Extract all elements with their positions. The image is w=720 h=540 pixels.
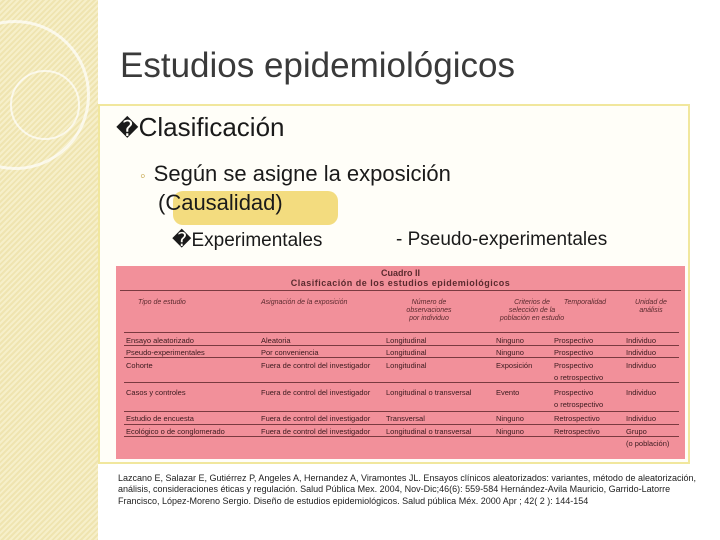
table-cell: Longitudinal <box>386 336 427 345</box>
table-cell: Cohorte <box>126 361 153 370</box>
table-rule <box>124 332 679 333</box>
table-cell: Retrospectivo <box>554 414 600 423</box>
table-cell: Ensayo aleatorizado <box>126 336 194 345</box>
bullet-text-line2: (Causalidad) <box>158 190 283 215</box>
table-rule <box>124 382 679 383</box>
table-cell: Individuo <box>626 414 657 423</box>
table-cell: Individuo <box>626 388 657 397</box>
table-header: Asignación de la exposición <box>261 299 348 306</box>
table-cell: Fuera de control del investigador <box>261 361 371 370</box>
table-cell: Fuera de control del investigador <box>261 388 371 397</box>
bullet-experimentales <box>172 229 322 252</box>
table-cell: o retrospectivo <box>554 400 604 409</box>
table-cell: Grupo <box>626 427 647 436</box>
table-cell: Retrospectivo <box>554 427 600 436</box>
table-cell: Por conveniencia <box>261 348 319 357</box>
bullet-dot: ◦ <box>140 168 146 185</box>
table-rule <box>124 436 679 437</box>
bullet-glyph: � <box>116 116 139 141</box>
decorative-circle <box>10 70 80 140</box>
bullet-text: Experimentales <box>191 230 323 251</box>
table-rule <box>124 424 679 425</box>
bullet-glyph: � <box>172 230 192 251</box>
table-cell: Exposición <box>496 361 533 370</box>
table-cell: Prospectivo <box>554 361 594 370</box>
table-title: Clasificación de los estudios epidemiológicos <box>116 278 685 288</box>
table-cell: Ninguno <box>496 414 524 423</box>
table-cell: Longitudinal <box>386 348 427 357</box>
table-cell: Prospectivo <box>554 336 594 345</box>
table-rule <box>124 411 679 412</box>
decorative-band <box>0 0 98 540</box>
table-cell: Longitudinal o transversal <box>386 388 472 397</box>
bullet-clasificacion <box>116 112 285 143</box>
table-cell: Prospectivo <box>554 388 594 397</box>
table-cell: Longitudinal o transversal <box>386 427 472 436</box>
table-cell: Fuera de control del investigador <box>261 427 371 436</box>
table-header: Criterios de selección de la población en estudio <box>499 299 565 322</box>
classification-table <box>116 266 685 459</box>
table-cell: Longitudinal <box>386 361 427 370</box>
table-cell: Evento <box>496 388 520 397</box>
table-cell: o retrospectivo <box>554 373 604 382</box>
table-cell: Aleatoria <box>261 336 291 345</box>
table-cell: Fuera de control del investigador <box>261 414 371 423</box>
table-cell: Ninguno <box>496 336 524 345</box>
table-cell: Ecológico o de conglomerado <box>126 427 225 436</box>
pseudo-experimentales-label: - Pseudo-experimentales <box>396 229 608 250</box>
table-cell: Individuo <box>626 361 657 370</box>
table-header: Tipo de estudio <box>138 299 186 306</box>
table-cell: Prospectivo <box>554 348 594 357</box>
table-rule <box>124 357 679 358</box>
table-cell: Casos y controles <box>126 388 186 397</box>
table-cell: Transversal <box>386 414 425 423</box>
slide-title: Estudios epidemiológicos <box>120 46 515 85</box>
table-cell: Individuo <box>626 336 657 345</box>
table-cell: Ninguno <box>496 348 524 357</box>
table-cell: Individuo <box>626 348 657 357</box>
table-cell: (o población) <box>626 439 670 448</box>
table-rule <box>124 345 679 346</box>
table-cell: Pseudo-experimentales <box>126 348 205 357</box>
bullet-asignacion <box>140 158 451 193</box>
table-cuadro-label: Cuadro II <box>380 268 420 278</box>
table-header: Temporalidad <box>563 299 607 306</box>
table-header: Unidad de análisis <box>635 299 667 314</box>
references: Lazcano E, Salazar E, Gutiérrez P, Angeles A, Hernandez A, Viramontes JL. Ensayos clínicos aleatorizados: variantes, método de aleatorización, análisis, consideraciones éticas y regulación. Salud Pública Mex. 2004, Nov-Dic;46(6): 559-584 Hernández-Avila Mauricio, Garrido-Latorre Francisco, López-Moreno Sergio. Diseño de estudios epidemiológicos. Salud pública Méx. 2000 Apr ; 42( 2 ): 144-154 <box>118 473 696 506</box>
table-header: Número de observaciones por individuo <box>406 299 452 322</box>
bullet-text-line1: Según se asigne la exposición <box>153 161 451 186</box>
table-cell: Ninguno <box>496 427 524 436</box>
table-cell: Estudio de encuesta <box>126 414 194 423</box>
bullet-text: Clasificación <box>138 112 285 142</box>
